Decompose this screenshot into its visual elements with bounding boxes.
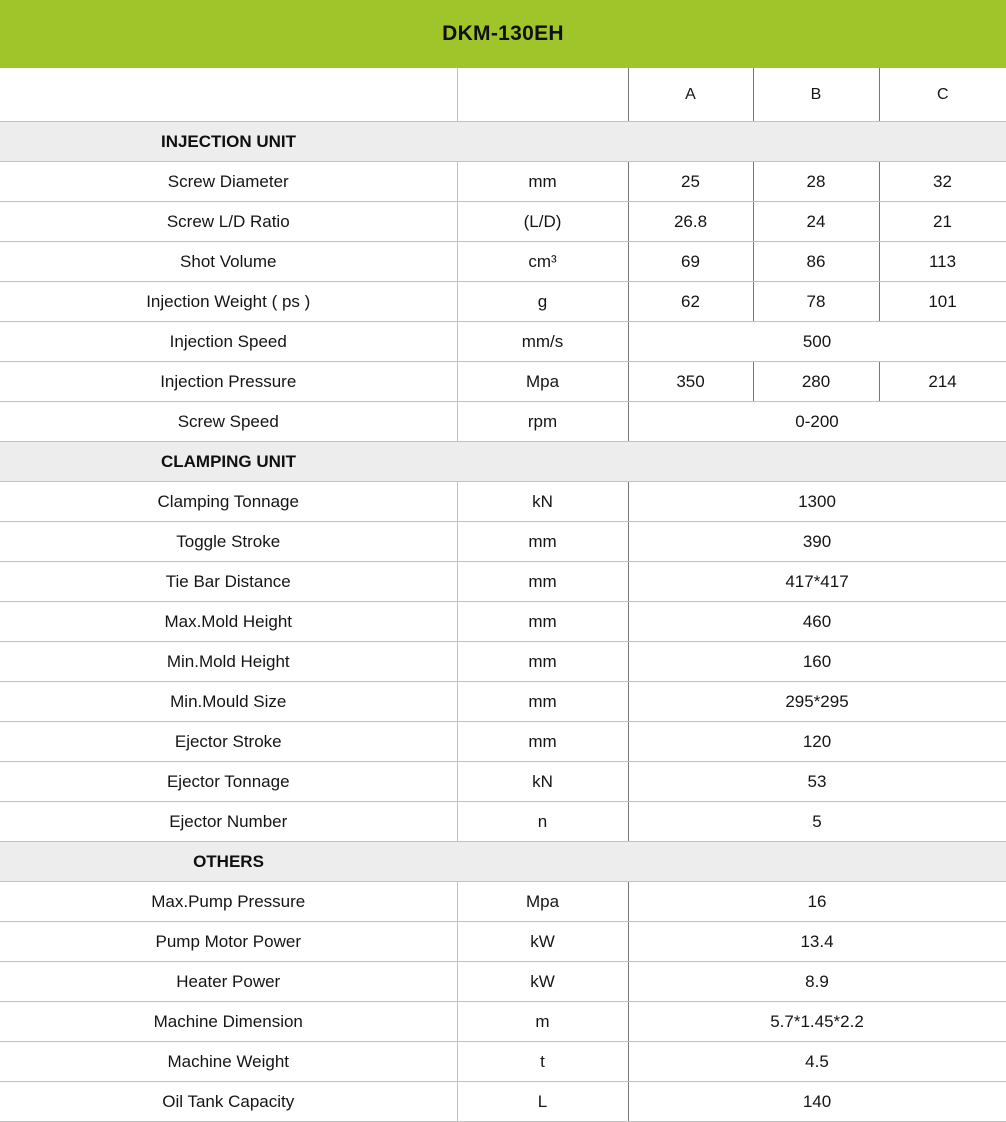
table-row	[0, 962, 1006, 1002]
table-row	[0, 242, 1006, 282]
row-label: Machine Weight	[0, 1042, 457, 1082]
row-label: Screw L/D Ratio	[0, 202, 457, 242]
row-label: Oil Tank Capacity	[0, 1082, 457, 1122]
value-abc: 5.7*1.45*2.2	[628, 1002, 1006, 1042]
section-title: CLAMPING UNIT	[160, 451, 297, 471]
page-title: DKM-130EH	[442, 22, 564, 45]
row-unit: n	[457, 802, 628, 842]
row-label: Ejector Number	[0, 802, 457, 842]
row-label: Injection Pressure	[0, 362, 457, 402]
value-a: 25	[628, 162, 753, 202]
row-unit: mm	[457, 562, 628, 602]
table-row	[0, 1042, 1006, 1082]
row-unit: mm	[457, 722, 628, 762]
row-unit: mm	[457, 602, 628, 642]
table-row	[0, 882, 1006, 922]
table-row	[0, 1082, 1006, 1122]
table-row	[0, 482, 1006, 522]
table-row	[0, 282, 1006, 322]
row-unit: L	[457, 1082, 628, 1122]
value-abc: 53	[628, 762, 1006, 802]
value-a: 62	[628, 282, 753, 322]
corner-cell-unit	[457, 68, 628, 122]
value-abc: 390	[628, 522, 1006, 562]
section-title: OTHERS	[193, 851, 264, 871]
row-label: Ejector Stroke	[0, 722, 457, 762]
value-c: 214	[879, 362, 1006, 402]
value-c: 21	[879, 202, 1006, 242]
row-label: Screw Speed	[0, 402, 457, 442]
row-unit: Mpa	[457, 882, 628, 922]
table-row	[0, 642, 1006, 682]
row-label: Max.Mold Height	[0, 602, 457, 642]
row-label: Pump Motor Power	[0, 922, 457, 962]
table-row	[0, 402, 1006, 442]
row-unit: t	[457, 1042, 628, 1082]
row-unit: kN	[457, 482, 628, 522]
value-b: 86	[753, 242, 879, 282]
table-row	[0, 762, 1006, 802]
section-header-row	[0, 842, 1006, 882]
column-header-a: A	[628, 68, 753, 122]
value-abc: 0-200	[628, 402, 1006, 442]
row-unit: Mpa	[457, 362, 628, 402]
table-row	[0, 162, 1006, 202]
model-banner	[0, 0, 1006, 68]
section-header-cell	[0, 122, 1006, 162]
row-label: Toggle Stroke	[0, 522, 457, 562]
row-label: Injection Speed	[0, 322, 457, 362]
value-abc: 13.4	[628, 922, 1006, 962]
row-label: Max.Pump Pressure	[0, 882, 457, 922]
value-a: 69	[628, 242, 753, 282]
row-unit: (L/D)	[457, 202, 628, 242]
value-abc: 8.9	[628, 962, 1006, 1002]
table-row	[0, 682, 1006, 722]
row-unit: mm/s	[457, 322, 628, 362]
value-c: 101	[879, 282, 1006, 322]
row-unit: m	[457, 1002, 628, 1042]
table-row	[0, 802, 1006, 842]
value-abc: 160	[628, 642, 1006, 682]
row-unit: mm	[457, 682, 628, 722]
value-abc: 460	[628, 602, 1006, 642]
corner-cell-label	[0, 68, 457, 122]
value-abc: 4.5	[628, 1042, 1006, 1082]
row-label: Min.Mould Size	[0, 682, 457, 722]
value-abc: 295*295	[628, 682, 1006, 722]
row-unit: mm	[457, 642, 628, 682]
row-label: Ejector Tonnage	[0, 762, 457, 802]
table-row	[0, 522, 1006, 562]
row-label: Min.Mold Height	[0, 642, 457, 682]
value-abc: 5	[628, 802, 1006, 842]
section-header-cell	[0, 842, 1006, 882]
row-unit: kW	[457, 962, 628, 1002]
table-row	[0, 562, 1006, 602]
row-unit: kN	[457, 762, 628, 802]
row-label: Clamping Tonnage	[0, 482, 457, 522]
value-abc: 140	[628, 1082, 1006, 1122]
row-label: Shot Volume	[0, 242, 457, 282]
spec-table	[0, 68, 1006, 1122]
section-header-cell	[0, 442, 1006, 482]
table-row	[0, 202, 1006, 242]
table-row	[0, 362, 1006, 402]
column-header-c: C	[879, 68, 1006, 122]
value-c: 113	[879, 242, 1006, 282]
column-header-b: B	[753, 68, 879, 122]
value-c: 32	[879, 162, 1006, 202]
section-title: INJECTION UNIT	[160, 131, 297, 151]
row-label: Machine Dimension	[0, 1002, 457, 1042]
value-b: 78	[753, 282, 879, 322]
value-abc: 120	[628, 722, 1006, 762]
table-row	[0, 922, 1006, 962]
row-label: Tie Bar Distance	[0, 562, 457, 602]
row-unit: cm³	[457, 242, 628, 282]
value-a: 26.8	[628, 202, 753, 242]
value-b: 280	[753, 362, 879, 402]
row-label: Injection Weight ( ps )	[0, 282, 457, 322]
value-abc: 16	[628, 882, 1006, 922]
value-a: 350	[628, 362, 753, 402]
value-abc: 1300	[628, 482, 1006, 522]
row-unit: rpm	[457, 402, 628, 442]
value-abc: 417*417	[628, 562, 1006, 602]
value-abc: 500	[628, 322, 1006, 362]
row-unit: mm	[457, 522, 628, 562]
table-row	[0, 722, 1006, 762]
row-unit: kW	[457, 922, 628, 962]
section-header-row	[0, 122, 1006, 162]
table-row	[0, 1002, 1006, 1042]
row-label: Heater Power	[0, 962, 457, 1002]
table-row	[0, 602, 1006, 642]
row-unit: mm	[457, 162, 628, 202]
row-unit: g	[457, 282, 628, 322]
column-header-row	[0, 68, 1006, 122]
section-header-row	[0, 442, 1006, 482]
table-row	[0, 322, 1006, 362]
value-b: 24	[753, 202, 879, 242]
row-label: Screw Diameter	[0, 162, 457, 202]
value-b: 28	[753, 162, 879, 202]
